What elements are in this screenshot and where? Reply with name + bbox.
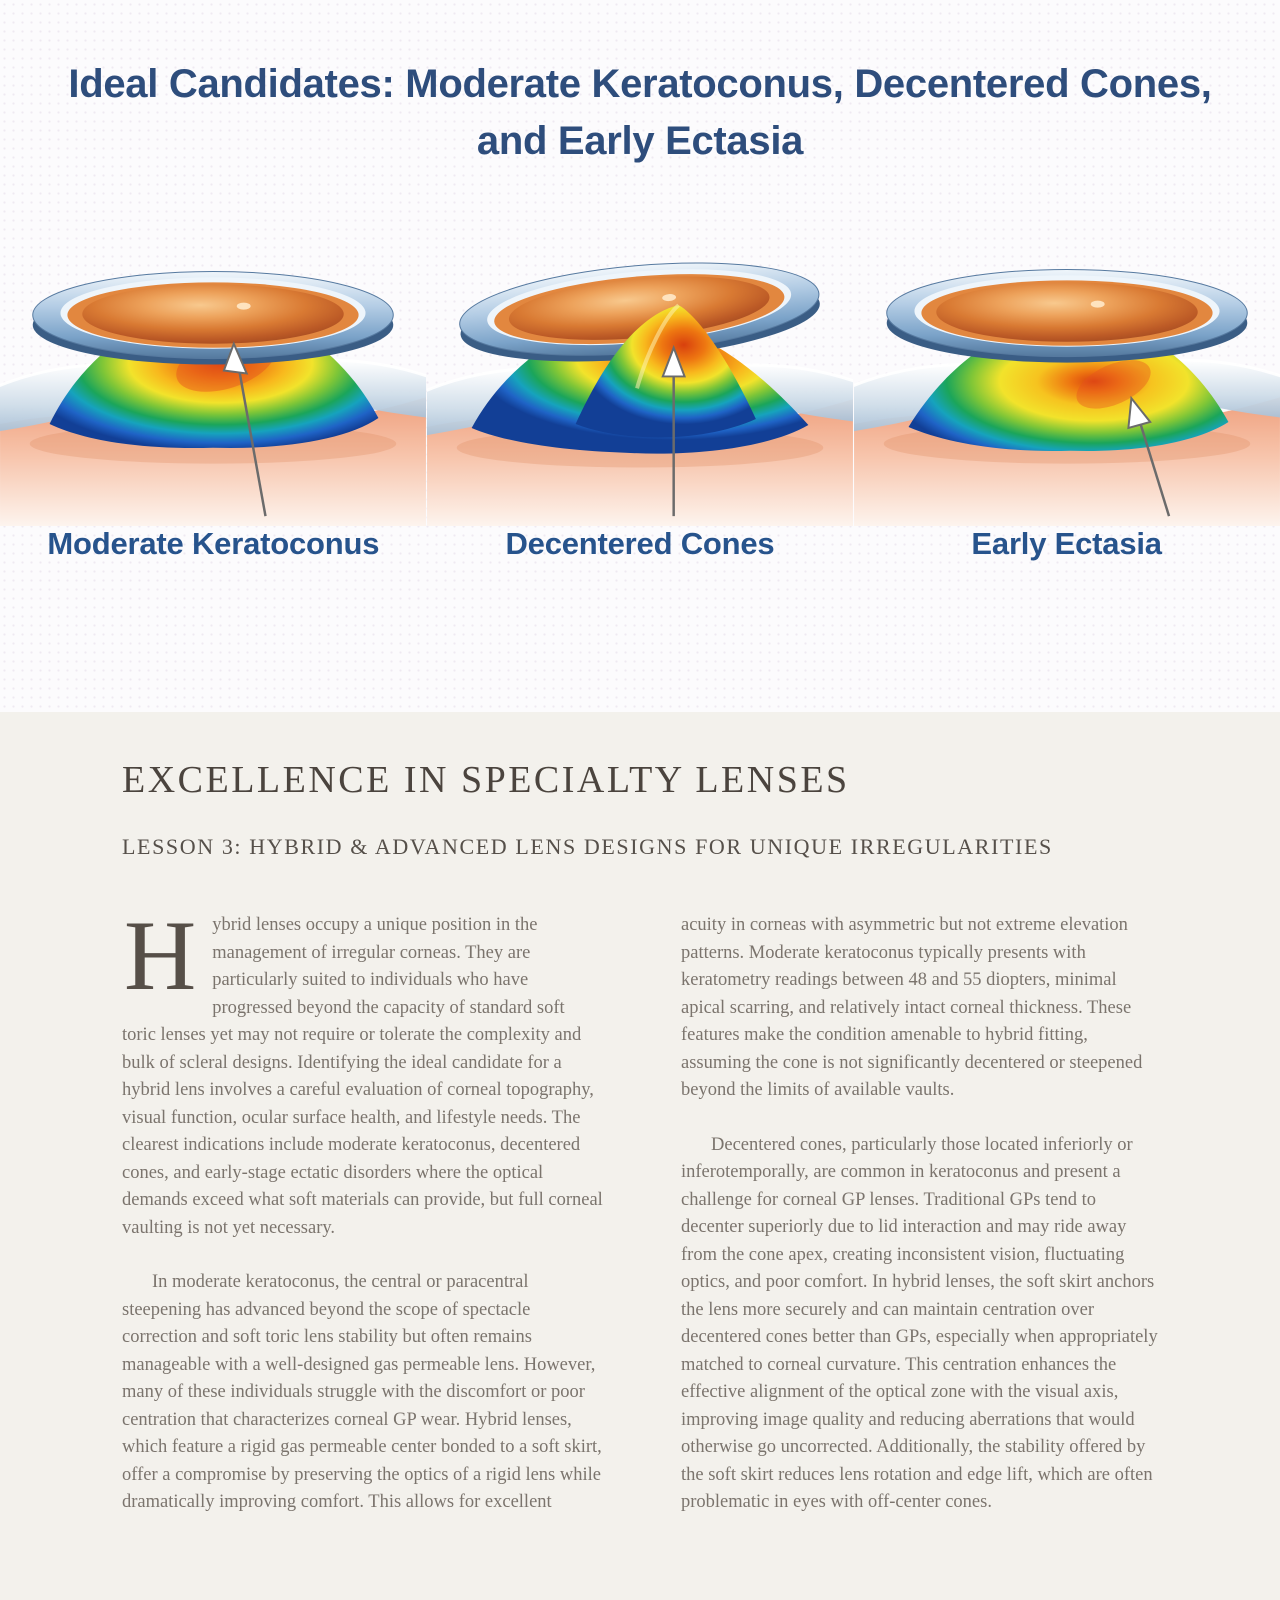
panel-decentered-cones [427, 214, 854, 562]
illustration-row [0, 214, 1280, 562]
hybrid-lens-illustration [427, 214, 853, 526]
article-column-right [681, 912, 1162, 1517]
paragraph: acuity in corneas with asymmetric but not extreme elevation patterns. Moderate keratoconus typically presents with keratometry readings between 48 and 55 diopters, minimal apical scarring, and relatively intact corneal thickness. These features make the condition amenable to hybrid fitting, assuming the cone is not significantly decentered or steepened beyond the limits of available vaults. [681, 915, 1143, 1100]
panel-label: Early Ectasia [971, 525, 1162, 561]
paragraph [122, 900, 603, 1242]
article-columns [122, 900, 1162, 1517]
hybrid-lens-illustration [854, 214, 1280, 526]
paragraph: Decentered cones, particularly those located inferiorly or inferotemporally, are common in keratoconus and present a challenge for corneal GP lenses. Traditional GPs tend to decenter superiorly due to lid interaction and may ride away from the cone apex, creating inconsistent vision, fluctuating optics, and poor comfort. In hybrid lenses, the soft skirt anchors the lens more securely and can maintain centration over decentered cones better than GPs, especially when appropriately matched to corneal curvature. This centration enhances the effective alignment of the optical zone with the visual axis, improving image quality and reducing aberrations that would otherwise go uncorrected. Additionally, the stability offered by the soft skirt reduces lens rotation and edge lift, which are often problematic in eyes with off-center cones. [681, 1134, 1158, 1512]
article-section [0, 712, 1280, 1600]
article-subheading: LESSON 3: HYBRID & ADVANCED LENS DESIGNS FOR UNIQUE IRREGULARITIES [122, 834, 1053, 859]
panel-early-ectasia [853, 214, 1280, 562]
article-heading: EXCELLENCE IN SPECIALTY LENSES [122, 759, 850, 801]
article-column-left [122, 900, 603, 1517]
hybrid-lens-illustration [0, 214, 426, 526]
paragraph: In moderate keratoconus, the central or paracentral steepening has advanced beyond the scope of spectacle correction and soft toric lens stability but often remains manageable with a well-designed gas permeable lens. However, many of these individuals struggle with the discomfort or poor centration that characterizes corneal GP wear. Hybrid lenses, which feature a rigid gas permeable center bonded to a soft skirt, offer a compromise by preserving the optics of a rigid lens while dramatically improving comfort. This allows for excellent [122, 1272, 602, 1512]
page-title: Ideal Candidates: Moderate Keratoconus, Decentered Cones, and Early Ectasia [68, 62, 1212, 163]
panel-label: Moderate Keratoconus [47, 525, 380, 561]
panel-moderate-keratoconus [0, 214, 427, 562]
panel-label: Decentered Cones [505, 525, 775, 561]
hero-section [0, 0, 1280, 712]
drop-cap: H [124, 900, 197, 1011]
paragraph-text: ybrid lenses occupy a unique position in the management of irregular corneas. They are particularly suited to individuals who have progressed beyond the capacity of standard soft toric lenses yet may not require or tolerate the complexity and bulk of scleral designs. Identifying the ideal candidate for a hybrid lens involves a careful evaluation of corneal topography, visual function, ocular surface health, and lifestyle needs. The clearest indications include moderate keratoconus, decentered cones, and early-stage ectatic disorders where the optical demands exceed what soft materials can provide, but full corneal vaulting is not yet necessary. [122, 915, 603, 1238]
